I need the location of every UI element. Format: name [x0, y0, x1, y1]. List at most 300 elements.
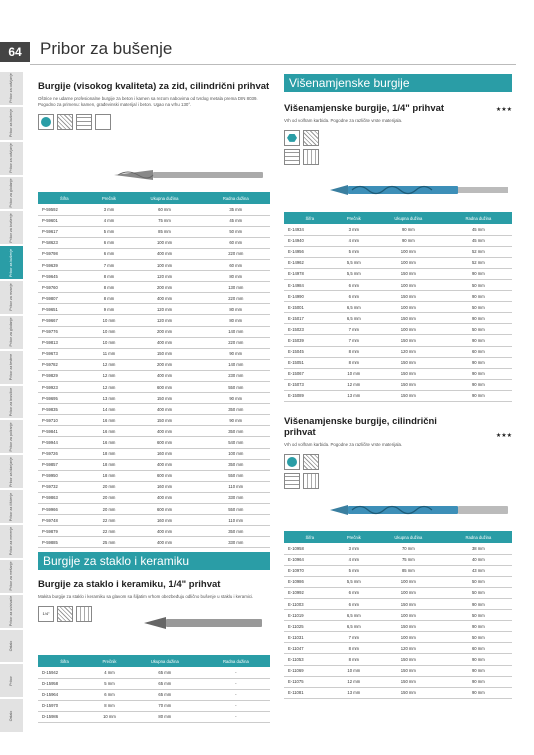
table-cell: E-10986 [284, 576, 336, 587]
table-cell: 90 mm [445, 335, 512, 346]
table-row [38, 448, 270, 459]
side-tab[interactable] [0, 107, 23, 140]
table-cell: 16 mm [91, 415, 128, 426]
side-tab-label: Pribor za odvijanje [8, 143, 13, 173]
table-cell: 6 mm [336, 587, 372, 598]
table-cell: 90 mm [202, 393, 270, 404]
side-tab[interactable] [0, 142, 23, 175]
table-cell: 25 mm [91, 537, 128, 548]
tile-icon [76, 606, 92, 622]
column-header: Šifra [284, 212, 336, 224]
multipurpose-cyl-table-wrap [284, 531, 512, 699]
table-row [284, 346, 512, 357]
table-cell: 50 mm [445, 587, 512, 598]
table-cell: 65 mm [128, 689, 202, 700]
table-row [284, 257, 512, 268]
table-cell: 120 mm [128, 315, 202, 326]
table-cell: 400 mm [128, 459, 202, 470]
table-row [284, 291, 512, 302]
table-cell: P-59732 [38, 481, 91, 492]
table-cell: 100 mm [128, 237, 202, 248]
masonry-hatch-icon [57, 114, 73, 130]
table-cell: 120 mm [372, 643, 445, 654]
table-cell: 9 mm [91, 304, 128, 315]
table-cell: 90 mm [445, 665, 512, 676]
table-cell: 90 mm [445, 390, 512, 401]
table-cell: 400 mm [128, 426, 202, 437]
multipurpose-hex-table-wrap [284, 212, 512, 402]
table-row [284, 554, 512, 565]
table-cell: 90 mm [445, 598, 512, 609]
column-header: Prečnik [336, 212, 372, 224]
table-cell: - [202, 667, 270, 678]
table-cell: 150 mm [372, 268, 445, 279]
table-cell: 60 mm [445, 643, 512, 654]
table-cell: E-15017 [284, 313, 336, 324]
table-cell: 14 mm [91, 404, 128, 415]
table-row [284, 676, 512, 687]
multi-material-icon [303, 130, 319, 146]
table-cell: 140 mm [202, 359, 270, 370]
table-row [38, 315, 270, 326]
table-cell: 80 mm [202, 271, 270, 282]
table-cell: 65 mm [128, 678, 202, 689]
hex-shank-icon [284, 130, 300, 146]
table-row [38, 326, 270, 337]
table-row [38, 526, 270, 537]
table-cell: 90 mm [445, 313, 512, 324]
table-cell: 150 mm [372, 379, 445, 390]
table-cell: 16 mm [91, 426, 128, 437]
table-cell: 350 mm [202, 404, 270, 415]
table-row [38, 248, 270, 259]
table-cell: P-59726 [38, 448, 91, 459]
table-cell: 10 mm [91, 337, 128, 348]
side-tab[interactable] [0, 630, 23, 663]
multi-material-icon [303, 454, 319, 470]
table-row [38, 393, 270, 404]
side-tab-label: Ostalo [8, 710, 13, 721]
side-tabs [0, 72, 23, 732]
table-cell: 150 mm [372, 654, 445, 665]
table-cell: 400 mm [128, 337, 202, 348]
table-row [38, 293, 270, 304]
table-cell: 5,5 mm [336, 257, 372, 268]
table-cell: 12 mm [91, 382, 128, 393]
table-row [284, 543, 512, 554]
table-cell: 7 mm [336, 632, 372, 643]
multipurpose-hex-section [284, 74, 512, 165]
material-icons [38, 114, 270, 130]
table-cell: 100 mm [372, 576, 445, 587]
table-row [38, 337, 270, 348]
table-cell: 35 mm [202, 204, 270, 215]
quarter-hex-shank-icon: 1/4" [38, 606, 54, 622]
table-cell: E-14962 [284, 257, 336, 268]
table-row [38, 215, 270, 226]
table-cell: 8 mm [336, 643, 372, 654]
table-cell: 150 mm [128, 393, 202, 404]
tile-icon [303, 473, 319, 489]
side-tab[interactable] [0, 246, 23, 279]
table-cell: 600 mm [128, 470, 202, 481]
table-cell: 10 mm [336, 665, 372, 676]
table-row [284, 621, 512, 632]
section-title: Burgije (visokog kvaliteta) za zid, cilindrični prihvat [38, 81, 270, 92]
table-row [38, 678, 270, 689]
table-row [38, 504, 270, 515]
section-description: Vrh od volfram karbida. Pogodne za različite vrste materijala. [284, 441, 403, 447]
table-cell: 50 mm [445, 632, 512, 643]
side-tab[interactable] [0, 351, 23, 384]
table-row [38, 459, 270, 470]
table-cell: 400 mm [128, 404, 202, 415]
table-row [38, 204, 270, 215]
section-title: Burgije za staklo i keramiku, 1/4" prihvat [38, 579, 221, 590]
table-cell: 80 mm [202, 304, 270, 315]
table-cell: 160 mm [128, 448, 202, 459]
side-tab[interactable] [0, 525, 23, 558]
table-row [284, 268, 512, 279]
table-cell: 150 mm [372, 390, 445, 401]
table-cell: 70 mm [128, 700, 202, 711]
side-tab[interactable] [0, 490, 23, 523]
table-cell: 5,5 mm [336, 576, 372, 587]
table-cell: P-59923 [38, 382, 91, 393]
table-cell: 100 mm [372, 587, 445, 598]
table-cell: 150 mm [128, 415, 202, 426]
table-cell: 6 mm [91, 237, 128, 248]
table-cell: 600 mm [128, 437, 202, 448]
side-tab[interactable] [0, 455, 23, 488]
table-cell: E-15023 [284, 324, 336, 335]
table-cell: 80 mm [128, 711, 202, 722]
table-cell: P-59710 [38, 415, 91, 426]
table-cell: 18 mm [91, 448, 128, 459]
side-tab-label: Pribor za bušenje [8, 248, 13, 277]
table-row [284, 390, 512, 401]
table-cell: - [202, 678, 270, 689]
table-cell: 8 mm [336, 357, 372, 368]
table-cell: 220 mm [202, 248, 270, 259]
side-tab-label: Pribor za poliranje [8, 422, 13, 452]
side-tab[interactable] [0, 699, 23, 732]
table-cell: 90 mm [372, 224, 445, 235]
table-cell: 6,5 mm [336, 610, 372, 621]
table-cell: E-11047 [284, 643, 336, 654]
table-row [38, 382, 270, 393]
table-cell: 90 mm [445, 687, 512, 698]
side-tab[interactable] [0, 211, 23, 244]
table-row [38, 226, 270, 237]
table-cell: E-10964 [284, 554, 336, 565]
glass-drill-image [140, 611, 268, 635]
side-tab-label: Pribor za rezanje [8, 283, 13, 312]
table-cell: E-10992 [284, 587, 336, 598]
table-cell: P-59798 [38, 248, 91, 259]
table-cell: 50 mm [445, 576, 512, 587]
table-cell: 45 mm [445, 224, 512, 235]
table-cell: 4 mm [336, 235, 372, 246]
table-cell: 200 mm [128, 282, 202, 293]
table-cell: P-59857 [38, 459, 91, 470]
multipurpose-hex-drill-image [326, 180, 512, 200]
side-tab-label: Pribor za brusilice [8, 387, 13, 417]
table-cell: 150 mm [372, 598, 445, 609]
table-cell: 120 mm [128, 271, 202, 282]
table-cell: 220 mm [202, 337, 270, 348]
section-title: Višenamjenske burgije, 1/4" prihvat [284, 103, 445, 114]
table-cell: 400 mm [128, 248, 202, 259]
column-header: Šifra [284, 531, 336, 543]
table-cell: 600 mm [128, 504, 202, 515]
table-row [38, 470, 270, 481]
table-cell: 8 mm [91, 271, 128, 282]
table-cell: 6,5 mm [336, 302, 372, 313]
table-cell: 12 mm [336, 676, 372, 687]
table-cell: 4 mm [91, 667, 128, 678]
side-tab[interactable] [0, 72, 23, 105]
column-header: Radna dužina [445, 212, 512, 224]
column-header: Šifra [38, 655, 91, 667]
table-cell: 90 mm [445, 379, 512, 390]
table-cell: 200 mm [128, 326, 202, 337]
concrete-dot-icon [38, 114, 54, 130]
rating-stars: ★★★ [495, 432, 512, 439]
table-cell: 90 mm [445, 368, 512, 379]
table-cell: D-15958 [38, 678, 91, 689]
table-cell: 110 mm [202, 515, 270, 526]
table-cell: 330 mm [202, 492, 270, 503]
table-cell: 90 mm [202, 348, 270, 359]
section-title: Višenamjenske burgije, cilindrični prihvat [284, 416, 437, 438]
side-tab[interactable] [0, 420, 23, 453]
column-header: Radna dužina [202, 655, 270, 667]
side-tab[interactable] [0, 177, 23, 210]
table-cell: E-14940 [284, 235, 336, 246]
multipurpose-hex-table [284, 212, 512, 402]
multipurpose-cyl-drill-image [326, 500, 512, 520]
table-cell: 20 mm [91, 481, 128, 492]
column-header: Prečnik [91, 192, 128, 204]
table-cell: 4 mm [336, 554, 372, 565]
table-cell: P-59782 [38, 359, 91, 370]
side-tab-label: Pribor [8, 675, 13, 686]
table-row [284, 643, 512, 654]
table-cell: P-59829 [38, 370, 91, 381]
table-cell: P-59639 [38, 259, 91, 270]
table-cell: 85 mm [372, 565, 445, 576]
table-row [38, 426, 270, 437]
table-row [284, 587, 512, 598]
table-cell: 45 mm [202, 215, 270, 226]
table-cell: 90 mm [445, 676, 512, 687]
material-icons [284, 454, 324, 489]
table-row [284, 379, 512, 390]
table-cell: E-14978 [284, 268, 336, 279]
table-row [284, 576, 512, 587]
table-cell: P-59776 [38, 326, 91, 337]
side-tab[interactable] [0, 595, 23, 628]
table-row [284, 357, 512, 368]
table-cell: 100 mm [372, 279, 445, 290]
table-cell: 100 mm [128, 259, 202, 270]
table-row [284, 665, 512, 676]
table-cell: E-11025 [284, 621, 336, 632]
table-cell: D-15964 [38, 689, 91, 700]
table-cell: E-11031 [284, 632, 336, 643]
side-tab[interactable] [0, 316, 23, 349]
table-cell: - [202, 689, 270, 700]
table-cell: 12 mm [91, 359, 128, 370]
table-cell: 75 mm [128, 215, 202, 226]
table-cell: 50 mm [445, 610, 512, 621]
table-cell: 11 mm [91, 348, 128, 359]
table-cell: 90 mm [445, 291, 512, 302]
column-header: Prečnik [91, 655, 128, 667]
table-cell: 18 mm [91, 470, 128, 481]
table-cell: P-59879 [38, 526, 91, 537]
table-cell: E-15001 [284, 302, 336, 313]
section-description: Makita burgije za staklo i keramiku sa glavom sa šiljatim vrhom obezbeđuju odlično bušenje u staklu i keramici. [38, 593, 254, 599]
glass-drill-table [38, 655, 270, 723]
side-tab-label: Pribor za merenje [8, 527, 13, 556]
brick-icon [76, 114, 92, 130]
table-cell: 550 mm [202, 504, 270, 515]
side-tab[interactable] [0, 560, 23, 593]
table-cell: 7 mm [91, 259, 128, 270]
column-header: Šifra [38, 192, 91, 204]
table-row [38, 515, 270, 526]
table-cell: 4 mm [91, 215, 128, 226]
table-cell: 6,5 mm [336, 621, 372, 632]
table-row [284, 335, 512, 346]
masonry-drill-table [38, 192, 270, 548]
table-cell: 52 mm [445, 257, 512, 268]
table-cell: 90 mm [445, 357, 512, 368]
section-description: Vrh od volfram karbida. Pogodne za različite vrste materijala. [284, 117, 403, 123]
table-row [284, 598, 512, 609]
rating-stars: ★★★ [495, 106, 512, 113]
table-cell: 50 mm [445, 324, 512, 335]
side-tab-label: Pribor za odvijanje [8, 73, 13, 104]
table-row [38, 404, 270, 415]
table-cell: 330 mm [202, 537, 270, 548]
table-cell: P-59673 [38, 348, 91, 359]
table-cell: E-14956 [284, 246, 336, 257]
table-cell: E-10958 [284, 543, 336, 554]
table-cell: P-59841 [38, 426, 91, 437]
table-cell: 150 mm [372, 357, 445, 368]
material-icons [284, 130, 324, 165]
table-cell: 7 mm [336, 324, 372, 335]
table-cell: 120 mm [372, 346, 445, 357]
table-cell: P-59601 [38, 215, 91, 226]
table-cell: P-59813 [38, 337, 91, 348]
concrete-dot-icon [284, 454, 300, 470]
table-cell: 60 mm [128, 204, 202, 215]
table-cell: E-11081 [284, 687, 336, 698]
table-cell: E-15073 [284, 379, 336, 390]
side-tab-label: Pribor za glodanje [8, 317, 13, 347]
table-cell: 60 mm [202, 259, 270, 270]
section-banner: Višenamjenske burgije [284, 74, 512, 92]
table-cell: 8 mm [336, 346, 372, 357]
table-row [38, 237, 270, 248]
side-tab-label: Ostalo [8, 640, 13, 652]
table-cell: P-59966 [38, 504, 91, 515]
table-row [284, 224, 512, 235]
table-cell: P-59645 [38, 271, 91, 282]
table-cell: 400 mm [128, 526, 202, 537]
table-cell: 13 mm [91, 393, 128, 404]
table-cell: 8 mm [91, 282, 128, 293]
table-cell: 5 mm [336, 565, 372, 576]
side-tab[interactable] [0, 386, 23, 419]
table-cell: 160 mm [128, 515, 202, 526]
table-row [38, 492, 270, 503]
table-cell: 6 mm [336, 598, 372, 609]
column-header: Prečnik [336, 531, 372, 543]
table-cell: P-59835 [38, 404, 91, 415]
table-cell: P-59748 [38, 515, 91, 526]
table-cell: 400 mm [128, 293, 202, 304]
table-cell: 10 mm [91, 711, 128, 722]
table-cell: E-11069 [284, 665, 336, 676]
table-cell: 150 mm [372, 368, 445, 379]
side-tab[interactable] [0, 664, 23, 697]
table-row [284, 313, 512, 324]
table-cell: 150 mm [372, 335, 445, 346]
table-cell: 85 mm [128, 226, 202, 237]
table-cell: 12 mm [91, 370, 128, 381]
table-row [284, 302, 512, 313]
table-cell: 13 mm [336, 390, 372, 401]
table-row [38, 667, 270, 678]
table-cell: E-15089 [284, 390, 336, 401]
table-cell: 38 mm [445, 543, 512, 554]
table-cell: D-15942 [38, 667, 91, 678]
table-cell: 50 mm [445, 279, 512, 290]
table-cell: E-11003 [284, 598, 336, 609]
table-cell: 8 mm [336, 654, 372, 665]
table-row [38, 348, 270, 359]
column-header: Ukupna dužina [372, 531, 445, 543]
table-row [38, 481, 270, 492]
table-row [38, 304, 270, 315]
table-cell: 400 mm [128, 492, 202, 503]
table-row [284, 235, 512, 246]
table-row [38, 437, 270, 448]
multipurpose-cyl-table [284, 531, 512, 699]
table-cell: E-14984 [284, 279, 336, 290]
side-tab[interactable] [0, 281, 23, 314]
table-cell: 400 mm [128, 370, 202, 381]
table-row [38, 711, 270, 722]
table-cell: 6 mm [91, 689, 128, 700]
table-cell: 8 mm [91, 700, 128, 711]
side-tab-label: Pribor za blanjanje [8, 456, 13, 487]
table-cell: P-59651 [38, 304, 91, 315]
section-banner: Burgije za staklo i keramiku [38, 552, 270, 570]
table-row [38, 537, 270, 548]
column-header: Radna dužina [202, 192, 270, 204]
table-cell: 45 mm [445, 235, 512, 246]
column-header: Radna dužina [445, 531, 512, 543]
multipurpose-cyl-section [284, 417, 512, 489]
table-row [38, 259, 270, 270]
table-cell: P-59950 [38, 470, 91, 481]
